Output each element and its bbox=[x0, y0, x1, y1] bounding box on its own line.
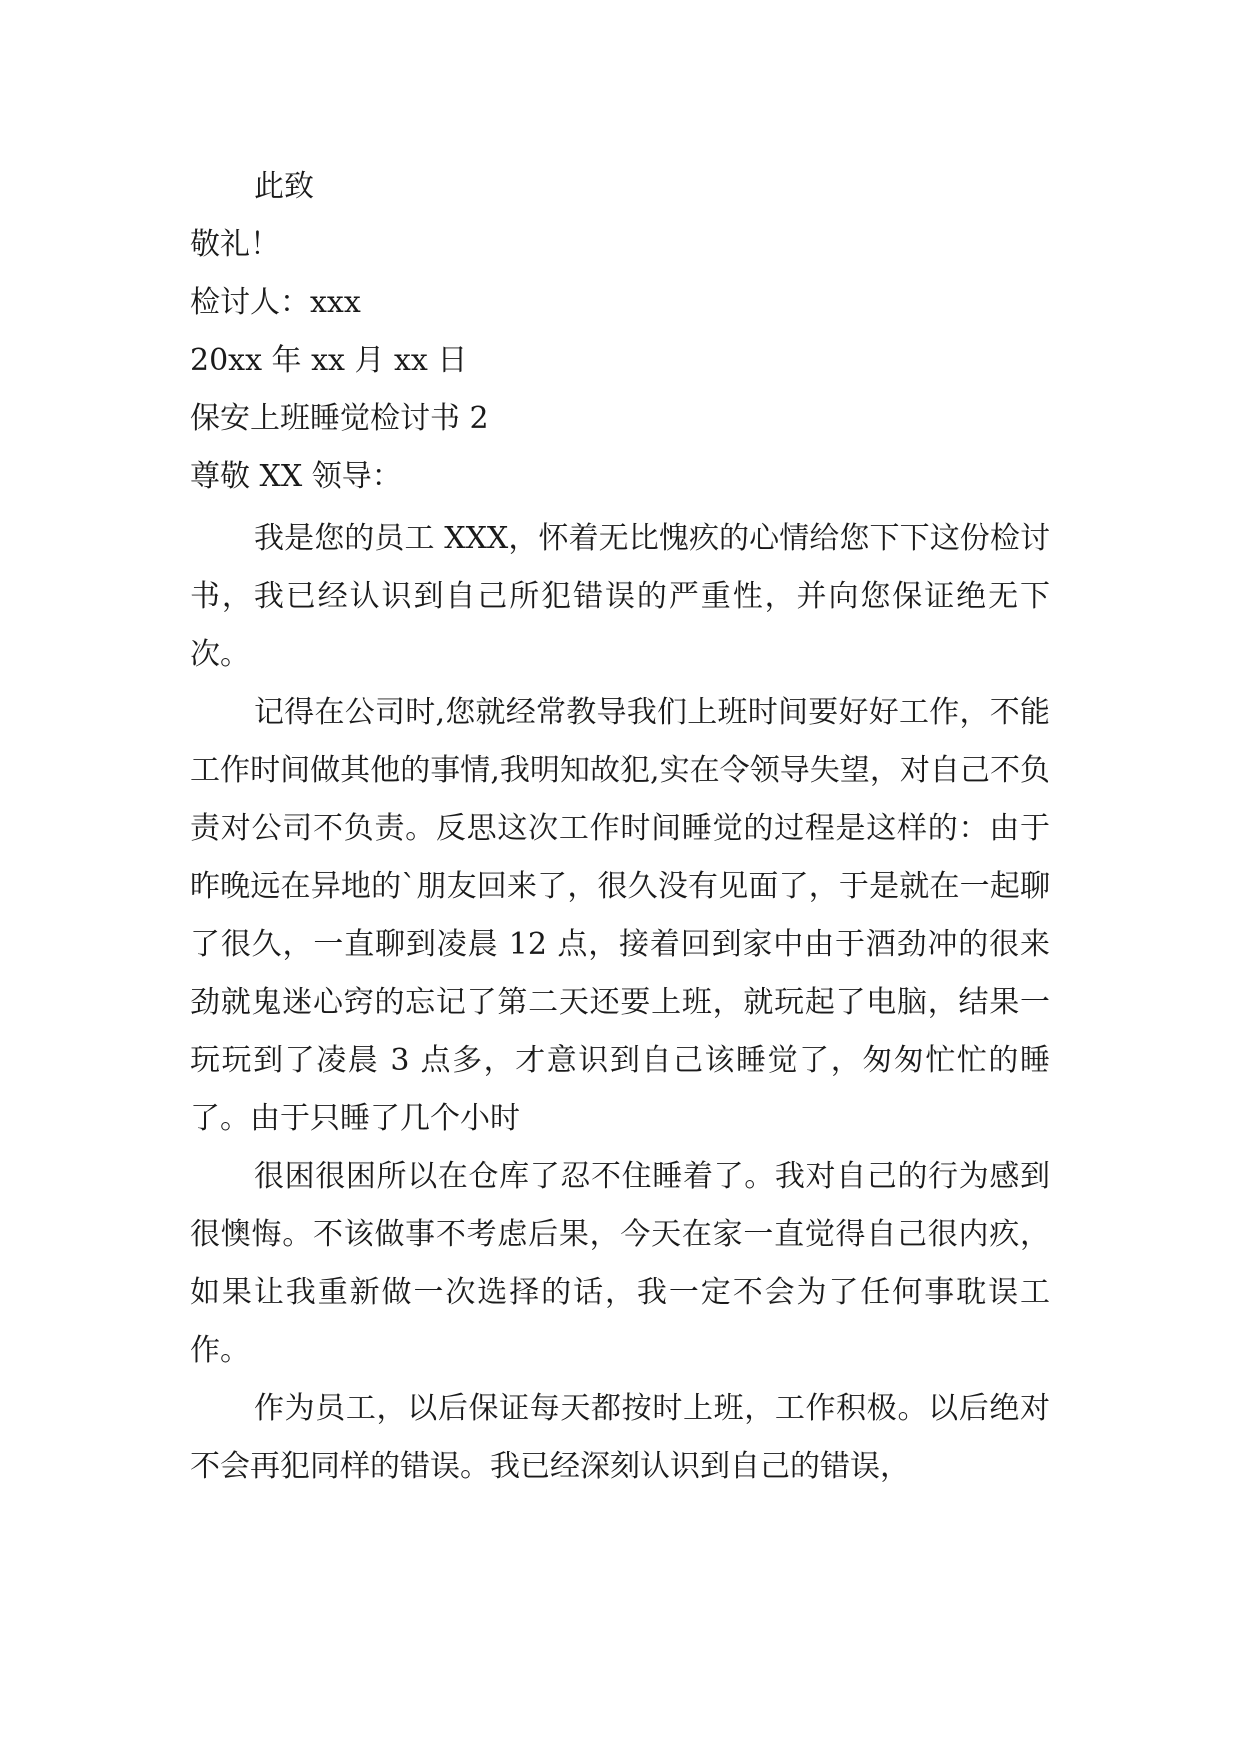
author-line: 检讨人：xxx bbox=[190, 285, 361, 320]
document-body bbox=[190, 158, 1050, 1496]
date-line: 20xx 年 xx 月 xx 日 bbox=[190, 343, 468, 378]
letter-greeting: 尊敬 XX 领导： bbox=[190, 459, 402, 494]
paragraph-1: 我是您的员工 XXX，怀着无比愧疚的心情给您下下这份检讨书，我已经认识到自己所犯错误的严重性，并向您保证绝无下次。 bbox=[190, 521, 1050, 672]
closing-salutation: 此致 bbox=[254, 169, 314, 204]
paragraph-2: 记得在公司时,您就经常教导我们上班时间要好好工作，不能工作时间做其他的事情,我明知故犯,实在令领导失望，对自己不负责对公司不负责。反思这次工作时间睡觉的过程是这样的：由于昨晚远在异地的`朋友回来了，很久没有见面了，于是就在一起聊了很久，一直聊到凌晨 12 点，接着回到家中由于酒劲冲的很来劲就鬼迷心窍的忘记了第二天还要上班，就玩起了电脑，结果一玩玩到了凌晨 3 点多，才意识到自己该睡觉了，匆匆忙忙的睡了。由于只睡了几个小时 bbox=[190, 695, 1050, 1136]
paragraph-4: 作为员工，以后保证每天都按时上班，工作积极。以后绝对不会再犯同样的错误。我已经深刻认识到自己的错误， bbox=[190, 1391, 1050, 1484]
closing-respect: 敬礼！ bbox=[190, 227, 280, 262]
paragraph-3: 很困很困所以在仓库了忍不住睡着了。我对自己的行为感到很懊悔。不该做事不考虑后果，今天在家一直觉得自己很内疚，如果让我重新做一次选择的话，我一定不会为了任何事耽误工作。 bbox=[190, 1159, 1050, 1368]
letter-title: 保安上班睡觉检讨书 2 bbox=[190, 401, 489, 436]
